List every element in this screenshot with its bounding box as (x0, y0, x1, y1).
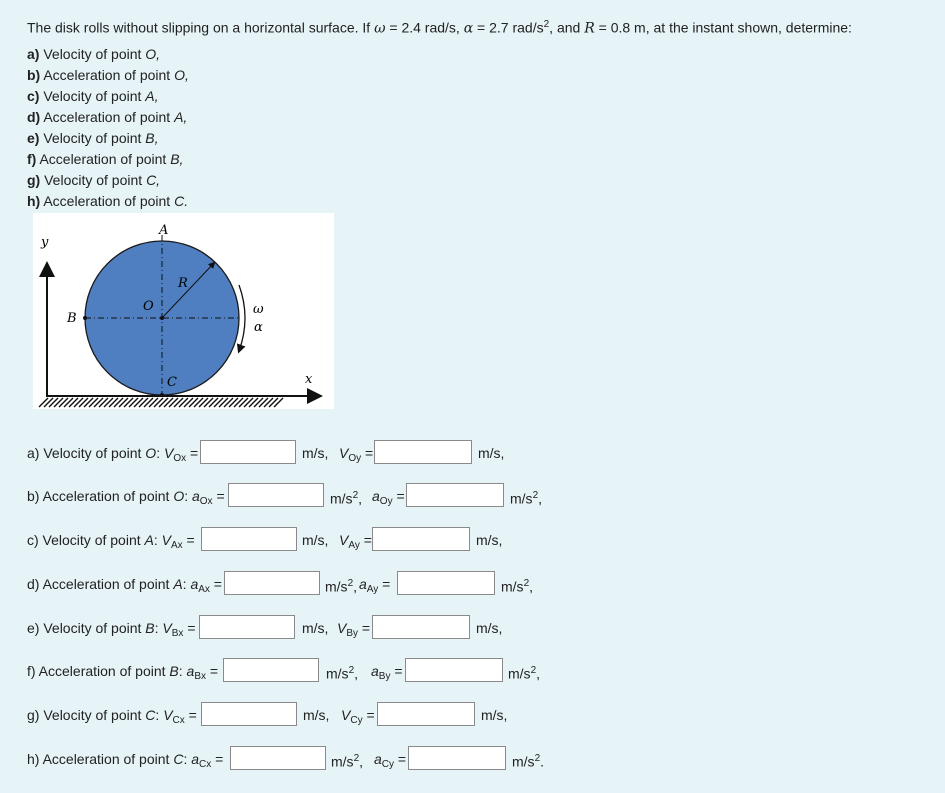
component-subscript-x: Ox (173, 453, 187, 464)
unit-x: m/s, (302, 532, 329, 548)
component-subscript-x: Ox (199, 496, 213, 507)
task-item (27, 170, 189, 191)
answer-sep: : (178, 663, 187, 679)
component-symbol-x: V (161, 532, 171, 548)
task-letter: g) (27, 172, 41, 188)
label-y: y (41, 235, 49, 250)
hatch-line (259, 398, 268, 407)
component-subscript-x: Ax (198, 584, 210, 595)
hatch-line (54, 398, 63, 407)
component-label-y: $V_{Cy}$ = (341, 707, 375, 726)
unit-y: m/s, (476, 620, 503, 636)
task-letter: e) (27, 130, 40, 146)
component-subscript-x: Bx (171, 628, 184, 639)
label-omega: ω (253, 302, 264, 317)
hatch-line (119, 398, 128, 407)
task-text: Velocity of point (39, 130, 146, 146)
task-point: A, (174, 109, 188, 125)
unit-x: $m/s^2$, (331, 753, 364, 770)
hatch-line (204, 398, 213, 407)
answer-row (27, 615, 503, 641)
point-o-dot (160, 316, 164, 320)
alpha-value: = 2.7 rad/s (473, 19, 544, 36)
hatch-line (274, 398, 283, 407)
component-subscript-x: Cx (172, 715, 185, 726)
answer-input-x[interactable] (224, 571, 320, 595)
component-symbol-x: a (190, 576, 199, 592)
hatch-line (39, 398, 48, 407)
unit-y: $m/s^2$, (510, 490, 543, 507)
problem-text-1: The disk rolls without slipping on a horizontal surface. If (27, 19, 375, 36)
answer-point: B (145, 620, 155, 636)
answer-label (27, 440, 198, 472)
equals-sign: = (206, 663, 219, 679)
answer-input-y[interactable] (374, 440, 472, 464)
hatch-line (164, 398, 173, 407)
answer-row (27, 483, 543, 509)
hatch-line (124, 398, 133, 407)
hatch-line (194, 398, 203, 407)
hatch-line (134, 398, 143, 407)
unit-y: $m/s^2$. (512, 753, 545, 770)
label-c: C (167, 375, 177, 390)
component-symbol-x: V (163, 707, 173, 723)
component-label-y: $V_{By}$ = (337, 620, 371, 639)
answer-row (27, 658, 541, 684)
answer-row (27, 702, 508, 728)
answer-sep: : (184, 488, 192, 504)
task-letter: f) (27, 151, 37, 167)
label-o: O (143, 299, 154, 314)
hatch-line (99, 398, 108, 407)
unit-x: $m/s^2$, (326, 665, 359, 682)
radius-symbol: R (584, 20, 595, 37)
component-label-y: $V_{Ay}$ = (339, 532, 372, 551)
task-text: Acceleration of point (36, 151, 171, 167)
answer-input-x[interactable] (201, 527, 297, 551)
answer-point: C (145, 707, 156, 723)
component-label-y: $V_{Oy}$ = (339, 445, 374, 464)
answer-row (27, 746, 545, 772)
task-point: C. (174, 193, 189, 209)
answer-sep: : (156, 445, 164, 461)
component-subscript-x: Cx (199, 759, 212, 770)
ground-hatching (39, 398, 283, 407)
task-item (27, 191, 189, 212)
hatch-line (269, 398, 278, 407)
task-text: Acceleration of point (40, 67, 175, 83)
answer-prefix: d) Acceleration of point (27, 576, 174, 592)
task-point: B, (170, 151, 184, 167)
task-letter: d) (27, 109, 41, 125)
disk-diagram (33, 213, 334, 409)
task-point: A, (145, 88, 159, 104)
hatch-line (49, 398, 58, 407)
label-a: A (159, 223, 169, 238)
hatch-line (139, 398, 148, 407)
hatch-line (189, 398, 198, 407)
component-symbol-x: V (163, 445, 174, 461)
equals-sign: = (183, 620, 196, 636)
component-symbol-x: a (186, 663, 195, 679)
omega-symbol: ω (374, 20, 386, 37)
answer-point: O (145, 445, 157, 461)
hatch-line (184, 398, 193, 407)
answer-input-y[interactable] (406, 483, 504, 507)
task-point: C, (146, 172, 161, 188)
label-x: x (305, 372, 313, 387)
answer-label (27, 527, 195, 559)
unit-y: m/s, (478, 445, 505, 461)
unit-y: $m/s^2$, (501, 578, 534, 595)
label-r: R (178, 276, 188, 291)
unit-x: m/s, (302, 620, 329, 636)
hatch-line (254, 398, 263, 407)
hatch-line (64, 398, 73, 407)
answer-row (27, 571, 534, 597)
answer-input-x[interactable] (228, 483, 324, 507)
hatch-line (44, 398, 53, 407)
answer-point: B (169, 663, 179, 679)
radius-value: = 0.8 m, at the instant shown, determine: (594, 19, 852, 36)
hatch-line (249, 398, 258, 407)
task-text: Acceleration of point (40, 193, 175, 209)
task-letter: b) (27, 67, 41, 83)
hatch-line (109, 398, 118, 407)
label-alpha: α (254, 320, 263, 335)
answer-prefix: h) Acceleration of point (27, 751, 174, 767)
hatch-line (114, 398, 123, 407)
answer-sep: : (183, 751, 192, 767)
answer-sep: : (155, 707, 164, 723)
hatch-line (149, 398, 158, 407)
answer-label (27, 483, 225, 515)
answer-input-x[interactable] (200, 440, 296, 464)
label-b: B (67, 311, 77, 326)
alpha-symbol: α (463, 20, 474, 37)
point-c-dot (160, 393, 164, 397)
task-letter: c) (27, 88, 40, 104)
answer-input-y[interactable] (372, 527, 470, 551)
hatch-line (264, 398, 273, 407)
task-text: Velocity of point (39, 46, 146, 62)
hatch-line (239, 398, 248, 407)
alpha-exponent: 2 (543, 19, 550, 30)
answer-point: O (173, 488, 185, 504)
problem-statement (27, 15, 852, 39)
equals-sign: = (182, 532, 195, 548)
task-letter: h) (27, 193, 41, 209)
answer-prefix: a) Velocity of point (27, 445, 146, 461)
unit-x: $m/s^2$, (330, 490, 363, 507)
hatch-line (244, 398, 253, 407)
unit-y: m/s, (481, 707, 508, 723)
answer-prefix: c) Velocity of point (27, 532, 145, 548)
component-subscript-x: Ax (170, 540, 183, 551)
hatch-line (154, 398, 163, 407)
component-symbol-x: a (191, 751, 200, 767)
task-text: Acceleration of point (40, 109, 175, 125)
omega-value: = 2.4 rad/s, (385, 19, 464, 36)
rotation-arrow (239, 285, 245, 351)
component-label-y: $a_{Oy}$ = (372, 488, 405, 507)
hatch-line (89, 398, 98, 407)
answer-input-x[interactable] (223, 658, 319, 682)
hatch-line (229, 398, 238, 407)
hatch-line (74, 398, 83, 407)
component-label-y: $a_{By}$ = (371, 663, 403, 682)
answer-input-y[interactable] (372, 615, 470, 639)
answer-input-y[interactable] (397, 571, 495, 595)
unit-x: m/s, (303, 707, 330, 723)
component-label-y: $a_{Cy}$ = (374, 751, 407, 770)
task-text: Velocity of point (39, 88, 146, 104)
unit-x: m/s, (302, 445, 329, 461)
answer-input-y[interactable] (408, 746, 506, 770)
equals-sign: = (211, 751, 224, 767)
answer-input-x[interactable] (201, 702, 297, 726)
answer-label (27, 658, 218, 690)
task-letter: a) (27, 46, 40, 62)
task-item (27, 149, 189, 170)
answer-point: A (173, 576, 183, 592)
hatch-line (199, 398, 208, 407)
unit-y: $m/s^2$, (508, 665, 541, 682)
task-point: O, (174, 67, 189, 83)
answer-label (27, 702, 197, 734)
hatch-line (144, 398, 153, 407)
component-label-y: $a_{Ay}$ = (359, 576, 391, 595)
component-subscript-x: Bx (194, 671, 207, 682)
answer-point: C (173, 751, 184, 767)
hatch-line (59, 398, 68, 407)
task-point: O, (145, 46, 161, 62)
answer-row (27, 527, 503, 553)
answer-prefix: f) Acceleration of point (27, 663, 170, 679)
hatch-line (169, 398, 178, 407)
hatch-line (159, 398, 168, 407)
equals-sign: = (209, 576, 222, 592)
hatch-line (234, 398, 243, 407)
task-text: Velocity of point (40, 172, 147, 188)
hatch-line (69, 398, 78, 407)
point-b-dot (83, 316, 87, 320)
hatch-line (104, 398, 113, 407)
answer-prefix: g) Velocity of point (27, 707, 146, 723)
task-list (27, 44, 189, 212)
unit-x: $m/s^2$, (325, 578, 358, 595)
answer-label (27, 746, 223, 778)
hatch-line (129, 398, 138, 407)
disk-figure (33, 213, 334, 409)
problem-text-2: , and (549, 19, 585, 36)
hatch-line (214, 398, 223, 407)
answer-label (27, 615, 196, 647)
answer-prefix: e) Velocity of point (27, 620, 146, 636)
equals-sign: = (186, 445, 199, 461)
answer-row (27, 440, 505, 466)
equals-sign: = (212, 488, 225, 504)
answer-input-x[interactable] (199, 615, 295, 639)
answer-input-y[interactable] (405, 658, 503, 682)
task-point: B, (145, 130, 159, 146)
answer-point: A (144, 532, 154, 548)
task-item (27, 86, 189, 107)
answer-input-x[interactable] (230, 746, 326, 770)
answer-sep: : (182, 576, 191, 592)
hatch-line (174, 398, 183, 407)
hatch-line (179, 398, 188, 407)
hatch-line (94, 398, 103, 407)
unit-y: m/s, (476, 532, 503, 548)
equals-sign: = (184, 707, 197, 723)
hatch-line (219, 398, 228, 407)
answer-sep: : (153, 532, 162, 548)
task-item (27, 128, 189, 149)
hatch-line (224, 398, 233, 407)
answer-input-y[interactable] (377, 702, 475, 726)
component-symbol-x: V (162, 620, 172, 636)
task-item (27, 107, 189, 128)
task-item (27, 44, 189, 65)
hatch-line (79, 398, 88, 407)
hatch-line (84, 398, 93, 407)
answer-prefix: b) Acceleration of point (27, 488, 174, 504)
component-symbol-x: a (191, 488, 200, 504)
task-item (27, 65, 189, 86)
answer-sep: : (154, 620, 163, 636)
answer-label (27, 571, 222, 603)
hatch-line (209, 398, 218, 407)
